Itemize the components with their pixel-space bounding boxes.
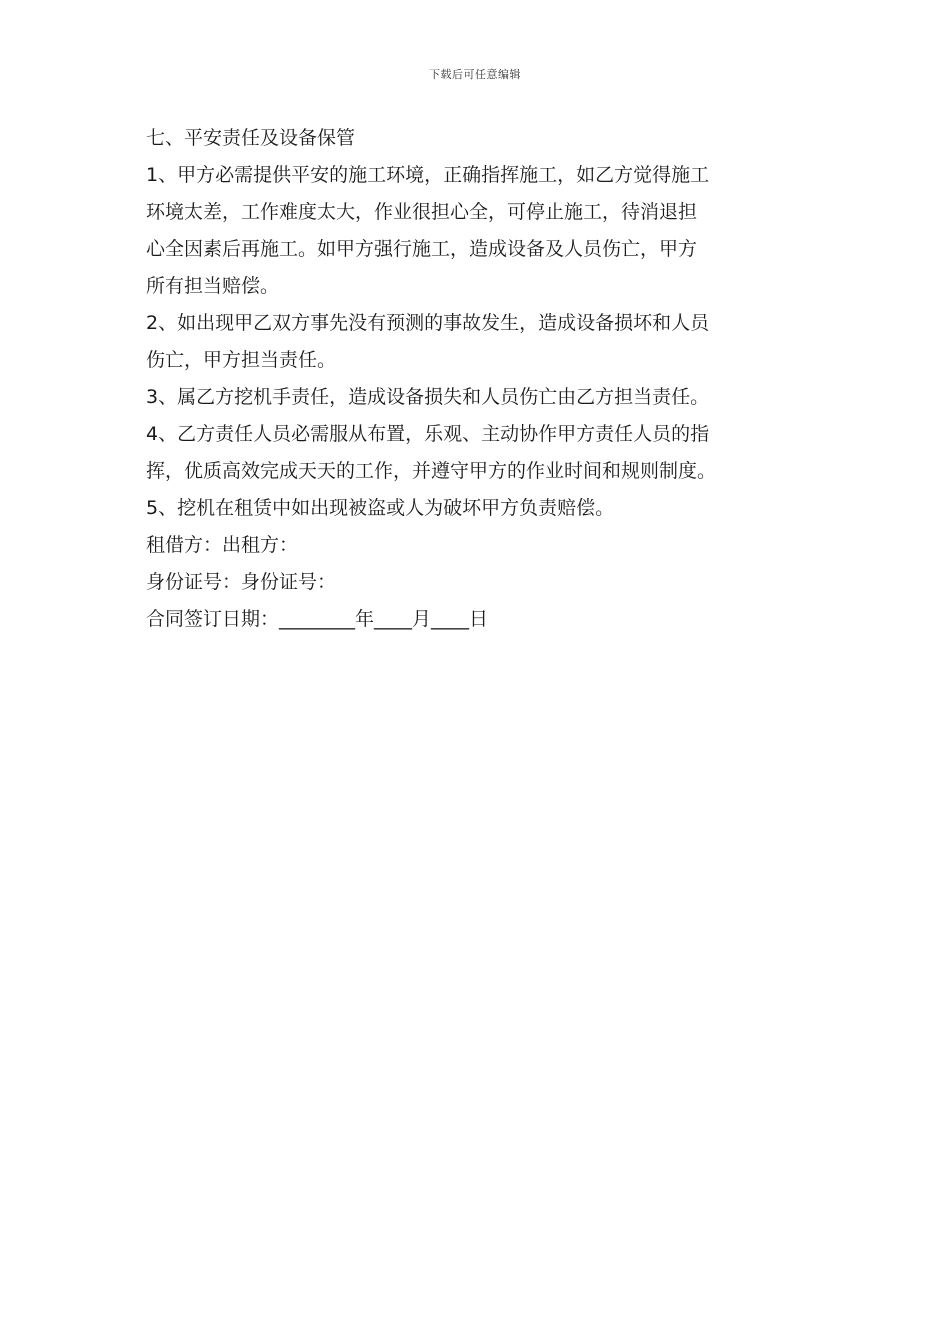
clause-2 [146, 305, 836, 379]
signature-id-numbers: 身份证号：身份证号： [146, 571, 337, 593]
clause-line: 3、属乙方挖机手责任，造成设备损失和人员伤亡由乙方担当责任。 [146, 386, 710, 408]
clause-4 [146, 416, 836, 490]
clause-1 [146, 157, 836, 305]
clause-line: 4、乙方责任人员必需服从布置，乐观、主动协作甲方责任人员的指 [146, 423, 710, 445]
clause-line: 2、如出现甲乙双方事先没有预测的事故发生，造成设备损坏和人员 [146, 312, 710, 334]
signature-date: 合同签订日期：________年____月____日 [146, 608, 489, 630]
clause-line: 5、挖机在租赁中如出现被盗或人为破坏甲方负责赔偿。 [146, 497, 615, 519]
document-body [146, 120, 836, 638]
clause-line: 1、甲方必需提供平安的施工环境，正确指挥施工，如乙方觉得施工 [146, 164, 710, 186]
clause-5 [146, 490, 836, 527]
clause-line: 心全因素后再施工。如甲方强行施工，造成设备及人员伤亡，甲方 [146, 238, 698, 260]
clause-line: 伤亡，甲方担当责任。 [146, 349, 337, 371]
signature-parties: 租借方：出租方： [146, 534, 299, 556]
clause-line: 挥，优质高效完成天天的工作，并遵守甲方的作业时间和规则制度。 [146, 460, 717, 482]
clause-3 [146, 379, 836, 416]
section-title: 七、平安责任及设备保管 [146, 127, 356, 149]
page-header-note: 下载后可任意编辑 [429, 68, 521, 81]
clause-line: 环境太差，工作难度太大，作业很担心全，可停止施工，待消退担 [146, 201, 698, 223]
clause-line: 所有担当赔偿。 [146, 275, 280, 297]
